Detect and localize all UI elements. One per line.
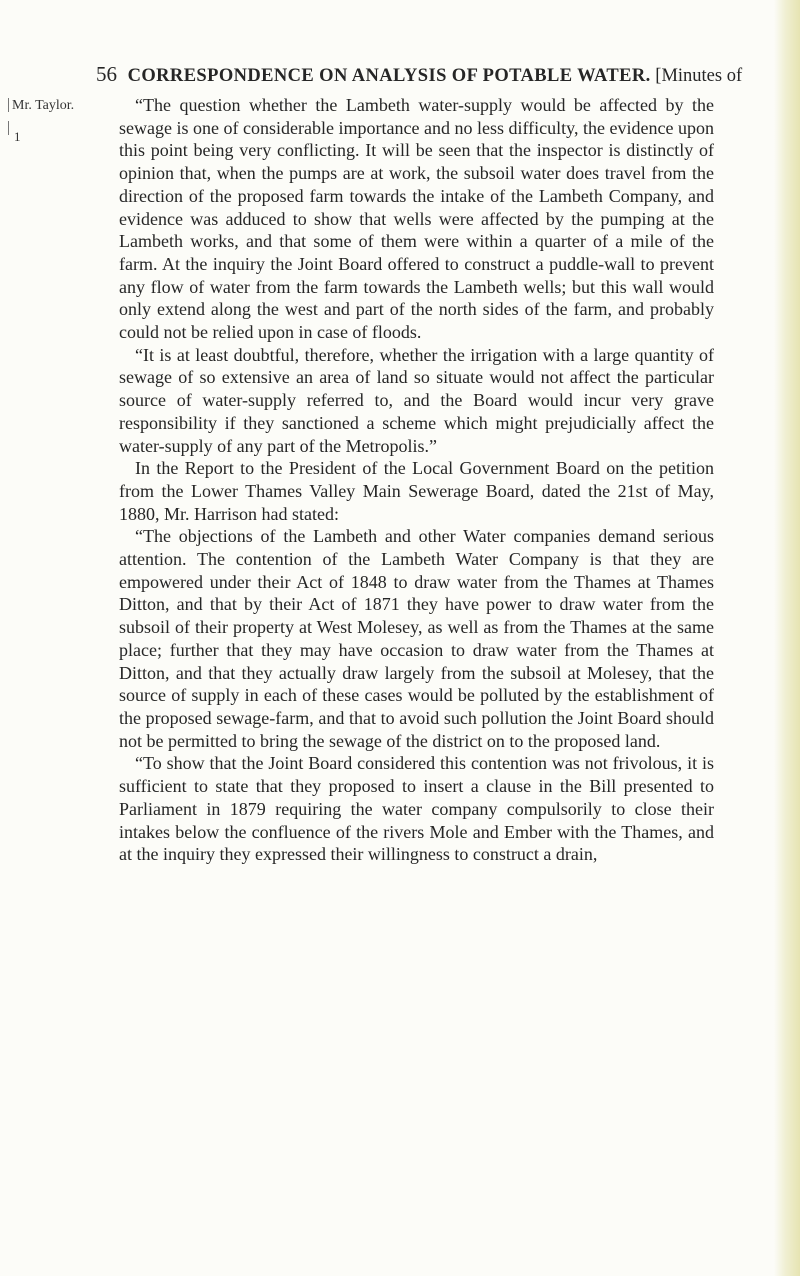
running-title: CORRESPONDENCE ON ANALYSIS OF POTABLE WATER. (127, 66, 651, 86)
running-head (96, 62, 743, 87)
margin-rule (8, 98, 9, 112)
body-text (119, 94, 714, 866)
margin-speaker: Mr. Taylor. (12, 98, 75, 113)
paragraph: “It is at least doubtful, therefore, whether the irrigation with a large quantity of sewage of so extensive an area of land so situate would not affect the particular source of water-supply referred to, and the Board would incur very grave responsibility if they sanctioned a scheme which might prejudicially affect the water-supply of any part of the Metropolis.” (119, 344, 714, 456)
page-edge (774, 0, 800, 1276)
page-number: 56 (96, 62, 117, 86)
paragraph: “To show that the Joint Board considered this contention was not frivolous, it is sufficient to state that they proposed to insert a clause in the Bill presented to Parliament in 1879 requiring the water company compulsorily to close their intakes below the confluence of the rivers Mole and Ember with the Thames, and at the inquiry they expressed their willingness to construct a drain, (119, 753, 714, 865)
margin-mark: 1 (14, 129, 21, 144)
paragraph: “The question whether the Lambeth water-supply would be affected by the sewage is one of considerable importance and no less difficulty, the evidence upon this point being very conflicting. It will be seen that the inspector is distinctly of opinion that, when the pumps are at work, the subsoil water does travel from the direction of the proposed farm towards the intake of the Lambeth Company, and evidence was adduced to show that wells were affected by the pumping at the Lambeth works, and that some of them were within a quarter of a mile of the farm. At the inquiry the Joint Board offered to construct a puddle-wall to prevent any flow of water from the farm towards the Lambeth wells; but this wall would only extend along the west and part of the north sides of the farm, and probably could not be relied upon in case of floods. (119, 95, 714, 343)
margin-rule (8, 121, 9, 135)
paragraph: “The objections of the Lambeth and other Water companies demand serious attention. The contention of the Lambeth Water Company is that they are empowered under their Act of 1848 to draw water from the Thames at Thames Ditton, and that by their Act of 1871 they have power to draw water from the subsoil of their property at West Molesey, as well as from the Thames at the same place; further that they may have occasion to draw water from the Thames at Ditton, and that they actually draw largely from the subsoil at Molesey, that the source of supply in each of these cases would be polluted by the establishment of the proposed sewage-farm, and that to avoid such pollution the Joint Board should not be permitted to bring the sewage of the district on to the proposed land. (119, 526, 714, 751)
running-head-note: [Minutes of (655, 66, 743, 86)
paragraph: In the Report to the President of the Local Government Board on the petition from the Lower Thames Valley Main Sewerage Board, dated the 21st of May, 1880, Mr. Harrison had stated: (119, 458, 714, 524)
